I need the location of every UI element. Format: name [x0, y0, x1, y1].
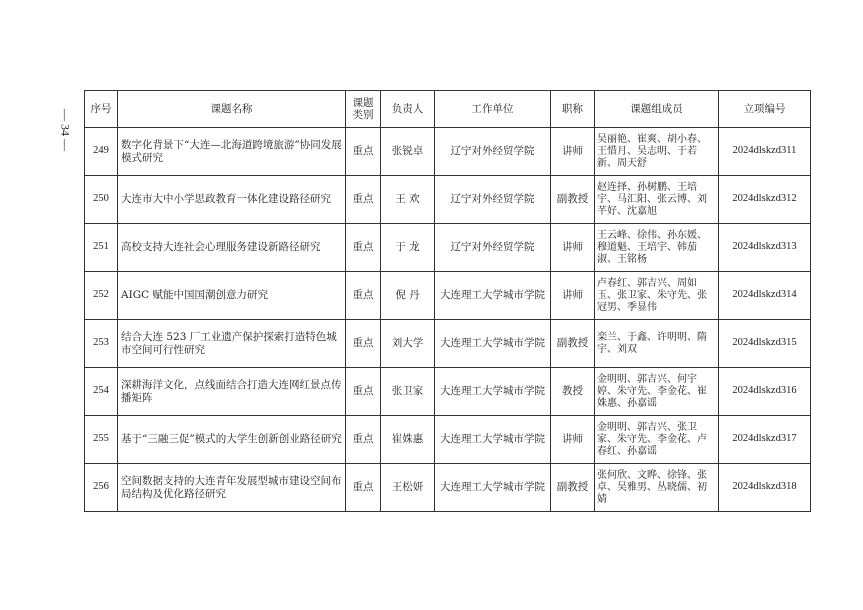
cell-unit: 大连理工大学城市学院 [435, 272, 551, 320]
cell-members: 栾兰、于鑫、许明明、隋宇、刘双 [595, 320, 719, 368]
cell-title: 高校支持大连社会心理服务建设新路径研究 [118, 224, 346, 272]
cell-members: 金明明、郭吉兴、张卫家、朱守先、李金花、卢春红、孙嘉谣 [595, 416, 719, 464]
cell-rank: 讲师 [551, 224, 595, 272]
cell-rank: 副教授 [551, 176, 595, 224]
cell-code: 2024dlskzd313 [719, 224, 811, 272]
cell-type: 重点 [346, 368, 381, 416]
cell-unit: 辽宁对外经贸学院 [435, 176, 551, 224]
cell-leader: 倪 丹 [381, 272, 435, 320]
cell-title: AIGC 赋能中国国潮创意力研究 [118, 272, 346, 320]
cell-code: 2024dlskzd317 [719, 416, 811, 464]
cell-members: 吴丽艳、崔爽、胡小春、王惜月、吴志明、于若新、周天舒 [595, 128, 719, 176]
cell-leader: 王 欢 [381, 176, 435, 224]
cell-type: 重点 [346, 224, 381, 272]
header-type: 课题类别 [346, 91, 381, 128]
header-title: 课题名称 [118, 91, 346, 128]
cell-leader: 张锐卓 [381, 128, 435, 176]
table-row [85, 224, 811, 272]
cell-members: 张何欣、文晔、徐锋、张卓、吴雅男、丛晓儒、初婧 [595, 464, 719, 512]
table-row [85, 320, 811, 368]
cell-seq: 253 [85, 320, 118, 368]
cell-seq: 255 [85, 416, 118, 464]
cell-members: 卢春红、郭吉兴、周如玉、张卫家、朱守先、张冠男、季显伟 [595, 272, 719, 320]
cell-leader: 王松妍 [381, 464, 435, 512]
cell-seq: 251 [85, 224, 118, 272]
cell-type: 重点 [346, 128, 381, 176]
project-table [84, 90, 811, 512]
header-leader: 负责人 [381, 91, 435, 128]
cell-seq: 250 [85, 176, 118, 224]
cell-seq: 254 [85, 368, 118, 416]
cell-unit: 大连理工大学城市学院 [435, 368, 551, 416]
cell-code: 2024dlskzd318 [719, 464, 811, 512]
table-row [85, 416, 811, 464]
cell-code: 2024dlskzd316 [719, 368, 811, 416]
table-row [85, 464, 811, 512]
header-code: 立项编号 [719, 91, 811, 128]
cell-members: 赵连择、孙树鹏、王培宇、马汇阳、张云博、刘芊好、沈嘉旭 [595, 176, 719, 224]
table-row [85, 368, 811, 416]
cell-unit: 大连理工大学城市学院 [435, 416, 551, 464]
cell-seq: 252 [85, 272, 118, 320]
header-unit: 工作单位 [435, 91, 551, 128]
cell-title: 数字化背景下“大连—北海道跨境旅游”协同发展模式研究 [118, 128, 346, 176]
table-header-row [85, 91, 811, 128]
cell-seq: 256 [85, 464, 118, 512]
cell-seq: 249 [85, 128, 118, 176]
table-row [85, 272, 811, 320]
cell-code: 2024dlskzd311 [719, 128, 811, 176]
cell-leader: 刘大学 [381, 320, 435, 368]
header-rank: 职称 [551, 91, 595, 128]
cell-title: 深耕海洋文化，点线面结合打造大连网红景点传播矩阵 [118, 368, 346, 416]
cell-rank: 讲师 [551, 128, 595, 176]
page-number-text: — 34 — [58, 109, 73, 151]
cell-code: 2024dlskzd312 [719, 176, 811, 224]
cell-unit: 大连理工大学城市学院 [435, 464, 551, 512]
cell-leader: 崔姝惠 [381, 416, 435, 464]
table-row [85, 176, 811, 224]
cell-title: 大连市大中小学思政教育一体化建设路径研究 [118, 176, 346, 224]
cell-leader: 张卫家 [381, 368, 435, 416]
cell-type: 重点 [346, 416, 381, 464]
page-number [45, 95, 85, 165]
cell-rank: 讲师 [551, 272, 595, 320]
cell-type: 重点 [346, 272, 381, 320]
cell-leader: 于 龙 [381, 224, 435, 272]
cell-title: 结合大连 523 厂工业遗产保护探索打造特色城市空间可行性研究 [118, 320, 346, 368]
cell-rank: 副教授 [551, 464, 595, 512]
cell-type: 重点 [346, 320, 381, 368]
cell-unit: 辽宁对外经贸学院 [435, 128, 551, 176]
cell-type: 重点 [346, 464, 381, 512]
cell-code: 2024dlskzd315 [719, 320, 811, 368]
cell-type: 重点 [346, 176, 381, 224]
cell-members: 王云峰、徐伟、孙东媛、穆道魁、王培宇、韩茄淑、王铭杨 [595, 224, 719, 272]
cell-title: 空间数据支持的大连青年发展型城市建设空间布局结构及优化路径研究 [118, 464, 346, 512]
cell-unit: 大连理工大学城市学院 [435, 320, 551, 368]
cell-unit: 辽宁对外经贸学院 [435, 224, 551, 272]
cell-rank: 讲师 [551, 416, 595, 464]
cell-members: 金明明、郭吉兴、何宇婷、朱守先、李金花、崔姝惠、孙嘉谣 [595, 368, 719, 416]
cell-rank: 教授 [551, 368, 595, 416]
cell-rank: 副教授 [551, 320, 595, 368]
cell-title: 基于“三融三促”模式的大学生创新创业路径研究 [118, 416, 346, 464]
cell-code: 2024dlskzd314 [719, 272, 811, 320]
table-row [85, 128, 811, 176]
header-members: 课题组成员 [595, 91, 719, 128]
header-seq: 序号 [85, 91, 118, 128]
